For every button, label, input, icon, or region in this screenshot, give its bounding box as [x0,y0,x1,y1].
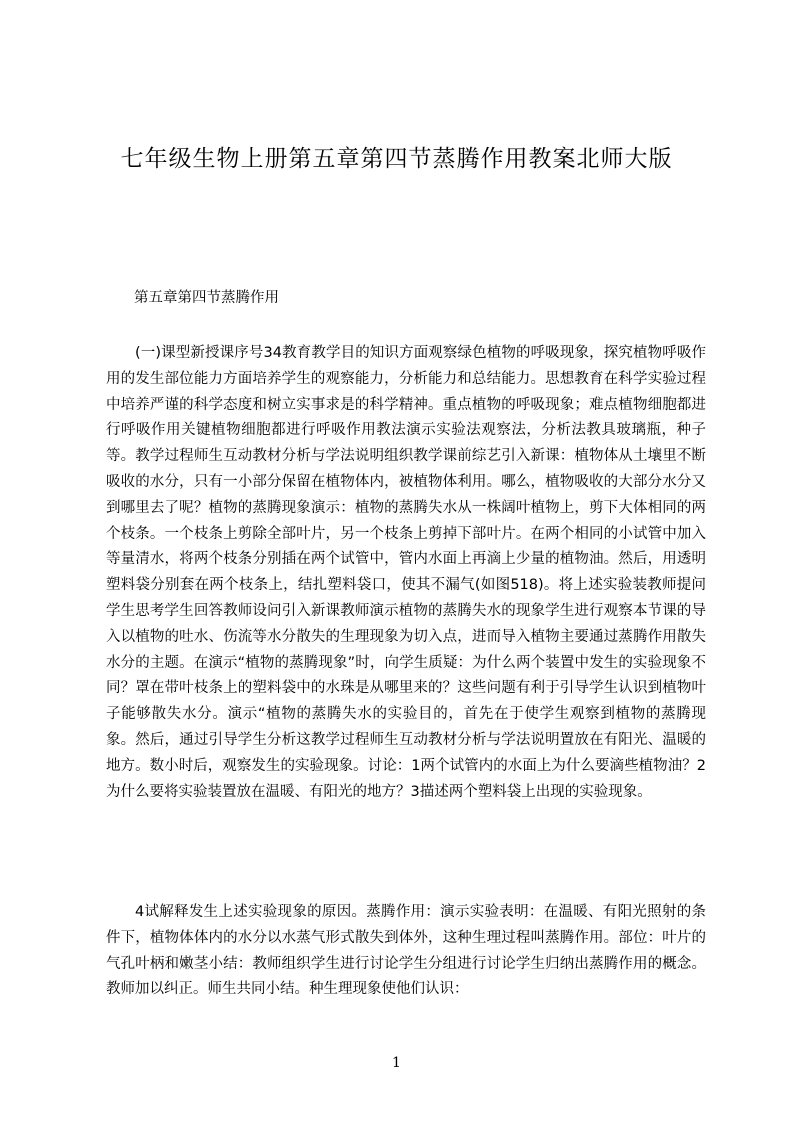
page-number: 1 [392,1055,401,1071]
document-title: 七年级生物上册第五章第四节蒸腾作用教案北师大版 [120,146,673,172]
section-heading: 第五章第四节蒸腾作用 [134,290,279,306]
body-paragraph-1: (一)课型新授课序号34教育教学目的知识方面观察绿色植物的呼吸现象，探究植物呼吸作用的发生部位能力方面培养学生的观察能力，分析能力和总结能力。思想教育在科学实验过程中培养严谨的科学态度和树立实事求是的科学精神。重点植物的呼吸现象；难点植物细胞都进行呼吸作用关键植物细胞都进行呼吸作用教法演示实验法观察法，分析法教具玻璃瓶，种子等。教学过程师生互动教材分析与学法说明组织教学课前综艺引入新课：植物体从土壤里不断吸收的水分，只有一小部分保留在植物体内，被植物体利用。哪么，植物吸收的大部分水分又到哪里去了呢？植物的蒸腾现象演示：植物的蒸腾失水从一株阔叶植物上，剪下大体相同的两个枝条。一个枝条上剪除全部叶片，另一个枝条上剪掉下部叶片。在两个相同的小试管中加入等量清水，将两个枝条分别插在两个试管中，管内水面上再滴上少量的植物油。然后，用透明塑料袋分别套在两个枝条上，结扎塑料袋口，使其不漏气(如图518)。将上述实验装教师提问学生思考学生回答教师设问引入新课教师演示植物的蒸腾失水的现象学生进行观察本节课的导入以植物的吐水、伤流等水分散失的生理现象为切入点，进而导入植物主要通过蒸腾作用散失水分的主题。在演示“植物的蒸腾现象”时，向学生质疑：为什么两个装置中发生的实验现象不同？罩在带叶枝条上的塑料袋中的水珠是从哪里来的？这些问题有利于引导学生认识到植物叶子能够散失水分。演示“植物的蒸腾失水的实验目的，首先在于使学生观察到植物的蒸腾现象。然后，通过引导学生分析这教学过程师生互动教材分析与学法说明置放在有阳光、温暖的地方。数小时后，观察发生的实验现象。讨论：1两个试管内的水面上为什么要滴些植物油？2为什么要将实验装置放在温暖、有阳光的地方？3描述两个塑料袋上出现的实验现象。 [106,345,706,800]
body-paragraph-2: 4试解释发生上述实验现象的原因。蒸腾作用：演示实验表明：在温暖、有阳光照射的条件下，植物体体内的水分以水蒸气形式散失到体外，这种生理过程叫蒸腾作用。部位：叶片的气孔叶柄和嫩茎小结：教师组织学生进行讨论学生分组进行讨论学生归纳出蒸腾作用的概念。教师加以纠正。师生共同小结。种生理现象使他们认识： [106,904,706,998]
